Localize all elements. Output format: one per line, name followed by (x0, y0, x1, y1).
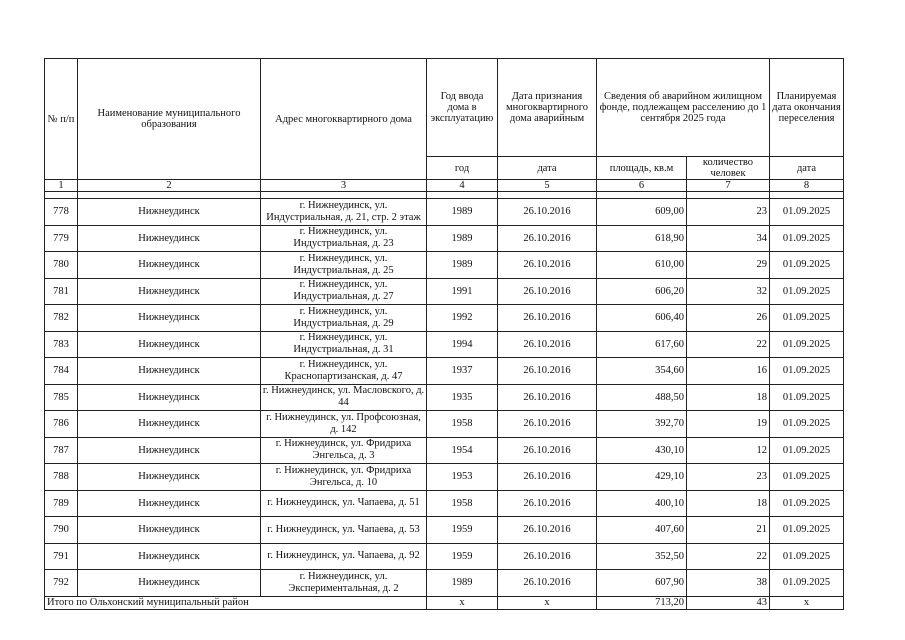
end-date-cell: 01.09.2025 (770, 490, 844, 517)
total-row (45, 596, 844, 609)
end-date-cell: 01.09.2025 (770, 331, 844, 358)
municipality-cell: Нижнеудинск (78, 437, 261, 464)
municipality-cell: Нижнеудинск (78, 225, 261, 252)
header-fund-info: Сведения об аварийном жилищном фонде, подлежащем расселению до 1 сентября 2025 года (597, 59, 770, 157)
end-date-cell: 01.09.2025 (770, 464, 844, 491)
header-address: Адрес многоквартирного дома (261, 59, 427, 180)
row-number: 784 (45, 358, 78, 385)
subheader-people: количество человек (687, 157, 770, 180)
table-row (45, 225, 844, 252)
recognition-date-cell: 26.10.2016 (498, 225, 597, 252)
people-cell: 21 (687, 517, 770, 544)
recognition-date-cell: 26.10.2016 (498, 278, 597, 305)
area-cell: 352,50 (597, 543, 687, 570)
year-cell: 1953 (427, 464, 498, 491)
municipality-cell: Нижнеудинск (78, 490, 261, 517)
row-number: 782 (45, 305, 78, 332)
address-cell: г. Нижнеудинск, ул. Профсоюзная, д. 142 (261, 411, 427, 438)
year-cell: 1959 (427, 543, 498, 570)
row-number: 786 (45, 411, 78, 438)
total-people: 43 (687, 596, 770, 609)
address-cell: г. Нижнеудинск, ул. Масловского, д. 44 (261, 384, 427, 411)
municipality-cell: Нижнеудинск (78, 331, 261, 358)
subheader-end: дата (770, 157, 844, 180)
recognition-date-cell: 26.10.2016 (498, 305, 597, 332)
row-number: 792 (45, 570, 78, 597)
people-cell: 23 (687, 464, 770, 491)
end-date-cell: 01.09.2025 (770, 384, 844, 411)
address-cell: г. Нижнеудинск, ул. Индустриальная, д. 25 (261, 252, 427, 279)
area-cell: 607,90 (597, 570, 687, 597)
recognition-date-cell: 26.10.2016 (498, 331, 597, 358)
recognition-date-cell: 26.10.2016 (498, 437, 597, 464)
recognition-date-cell: 26.10.2016 (498, 384, 597, 411)
people-cell: 18 (687, 490, 770, 517)
area-cell: 618,90 (597, 225, 687, 252)
total-label: Итого по Ольхонский муниципальный район (45, 596, 427, 609)
address-cell: г. Нижнеудинск, ул. Чапаева, д. 51 (261, 490, 427, 517)
municipality-cell: Нижнеудинск (78, 252, 261, 279)
header-year: Год ввода дома в эксплуатацию (427, 59, 498, 157)
end-date-cell: 01.09.2025 (770, 278, 844, 305)
table-row (45, 305, 844, 332)
area-cell: 606,20 (597, 278, 687, 305)
year-cell: 1991 (427, 278, 498, 305)
col-number: 2 (78, 180, 261, 192)
area-cell: 617,60 (597, 331, 687, 358)
people-cell: 32 (687, 278, 770, 305)
recognition-date-cell: 26.10.2016 (498, 464, 597, 491)
row-number: 790 (45, 517, 78, 544)
year-cell: 1989 (427, 199, 498, 226)
people-cell: 38 (687, 570, 770, 597)
address-cell: г. Нижнеудинск, ул. Индустриальная, д. 23 (261, 225, 427, 252)
area-cell: 392,70 (597, 411, 687, 438)
row-number: 779 (45, 225, 78, 252)
end-date-cell: 01.09.2025 (770, 517, 844, 544)
municipality-cell: Нижнеудинск (78, 305, 261, 332)
recognition-date-cell: 26.10.2016 (498, 517, 597, 544)
table-row (45, 437, 844, 464)
row-number: 778 (45, 199, 78, 226)
row-number: 780 (45, 252, 78, 279)
year-cell: 1958 (427, 490, 498, 517)
municipality-cell: Нижнеудинск (78, 464, 261, 491)
area-cell: 354,60 (597, 358, 687, 385)
year-cell: 1958 (427, 411, 498, 438)
year-cell: 1954 (427, 437, 498, 464)
year-cell: 1935 (427, 384, 498, 411)
end-date-cell: 01.09.2025 (770, 199, 844, 226)
end-date-cell: 01.09.2025 (770, 543, 844, 570)
year-cell: 1989 (427, 252, 498, 279)
people-cell: 23 (687, 199, 770, 226)
area-cell: 606,40 (597, 305, 687, 332)
area-cell: 610,00 (597, 252, 687, 279)
municipality-cell: Нижнеудинск (78, 517, 261, 544)
recognition-date-cell: 26.10.2016 (498, 570, 597, 597)
recognition-date-cell: 26.10.2016 (498, 490, 597, 517)
recognition-date-cell: 26.10.2016 (498, 199, 597, 226)
end-date-cell: 01.09.2025 (770, 437, 844, 464)
area-cell: 430,10 (597, 437, 687, 464)
area-cell: 609,00 (597, 199, 687, 226)
col-number: 6 (597, 180, 687, 192)
people-cell: 12 (687, 437, 770, 464)
address-cell: г. Нижнеудинск, ул. Экспериментальная, д. 2 (261, 570, 427, 597)
year-cell: 1994 (427, 331, 498, 358)
address-cell: г. Нижнеудинск, ул. Краснопартизанская, д. 47 (261, 358, 427, 385)
recognition-date-cell: 26.10.2016 (498, 411, 597, 438)
people-cell: 16 (687, 358, 770, 385)
end-date-cell: 01.09.2025 (770, 252, 844, 279)
table-row (45, 384, 844, 411)
table-row (45, 464, 844, 491)
end-date-cell: 01.09.2025 (770, 225, 844, 252)
year-cell: 1989 (427, 225, 498, 252)
people-cell: 29 (687, 252, 770, 279)
table-body (45, 199, 844, 597)
col-number: 7 (687, 180, 770, 192)
area-cell: 407,60 (597, 517, 687, 544)
area-cell: 429,10 (597, 464, 687, 491)
total-date: х (498, 596, 597, 609)
subheader-area: площадь, кв.м (597, 157, 687, 180)
municipality-cell: Нижнеудинск (78, 570, 261, 597)
address-cell: г. Нижнеудинск, ул. Индустриальная, д. 27 (261, 278, 427, 305)
header-recognition-date: Дата признания многоквартирного дома аварийным (498, 59, 597, 157)
row-number: 783 (45, 331, 78, 358)
table-row (45, 199, 844, 226)
recognition-date-cell: 26.10.2016 (498, 543, 597, 570)
people-cell: 26 (687, 305, 770, 332)
people-cell: 34 (687, 225, 770, 252)
row-number: 785 (45, 384, 78, 411)
municipality-cell: Нижнеудинск (78, 278, 261, 305)
address-cell: г. Нижнеудинск, ул. Чапаева, д. 92 (261, 543, 427, 570)
col-number: 8 (770, 180, 844, 192)
end-date-cell: 01.09.2025 (770, 411, 844, 438)
municipality-cell: Нижнеудинск (78, 384, 261, 411)
recognition-date-cell: 26.10.2016 (498, 252, 597, 279)
row-number: 789 (45, 490, 78, 517)
table-row (45, 490, 844, 517)
col-number: 5 (498, 180, 597, 192)
address-cell: г. Нижнеудинск, ул. Фридриха Энгельса, д. 10 (261, 464, 427, 491)
total-area: 713,20 (597, 596, 687, 609)
row-number: 788 (45, 464, 78, 491)
row-number: 781 (45, 278, 78, 305)
people-cell: 19 (687, 411, 770, 438)
year-cell: 1989 (427, 570, 498, 597)
table-row (45, 517, 844, 544)
col-number: 3 (261, 180, 427, 192)
table-row (45, 543, 844, 570)
area-cell: 488,50 (597, 384, 687, 411)
recognition-date-cell: 26.10.2016 (498, 358, 597, 385)
year-cell: 1992 (427, 305, 498, 332)
resettlement-table (44, 58, 844, 610)
subheader-date: дата (498, 157, 597, 180)
year-cell: 1959 (427, 517, 498, 544)
municipality-cell: Нижнеудинск (78, 543, 261, 570)
address-cell: г. Нижнеудинск, ул. Индустриальная, д. 31 (261, 331, 427, 358)
end-date-cell: 01.09.2025 (770, 570, 844, 597)
col-number: 1 (45, 180, 78, 192)
address-cell: г. Нижнеудинск, ул. Индустриальная, д. 21, стр. 2 этаж (261, 199, 427, 226)
total-end: х (770, 596, 844, 609)
address-cell: г. Нижнеудинск, ул. Индустриальная, д. 29 (261, 305, 427, 332)
header-municipality: Наименование муниципального образования (78, 59, 261, 180)
people-cell: 18 (687, 384, 770, 411)
end-date-cell: 01.09.2025 (770, 358, 844, 385)
table-row (45, 570, 844, 597)
row-number: 787 (45, 437, 78, 464)
total-year: х (427, 596, 498, 609)
municipality-cell: Нижнеудинск (78, 199, 261, 226)
people-cell: 22 (687, 331, 770, 358)
year-cell: 1937 (427, 358, 498, 385)
header-end-date: Планируемая дата окончания переселения (770, 59, 844, 157)
table-row (45, 278, 844, 305)
address-cell: г. Нижнеудинск, ул. Фридриха Энгельса, д. 3 (261, 437, 427, 464)
address-cell: г. Нижнеудинск, ул. Чапаева, д. 53 (261, 517, 427, 544)
row-number: 791 (45, 543, 78, 570)
municipality-cell: Нижнеудинск (78, 411, 261, 438)
table-row (45, 331, 844, 358)
subheader-year: год (427, 157, 498, 180)
col-number: 4 (427, 180, 498, 192)
area-cell: 400,10 (597, 490, 687, 517)
municipality-cell: Нижнеудинск (78, 358, 261, 385)
table-row (45, 252, 844, 279)
table-row (45, 358, 844, 385)
table-row (45, 411, 844, 438)
header-num: № п/п (45, 59, 78, 180)
people-cell: 22 (687, 543, 770, 570)
end-date-cell: 01.09.2025 (770, 305, 844, 332)
